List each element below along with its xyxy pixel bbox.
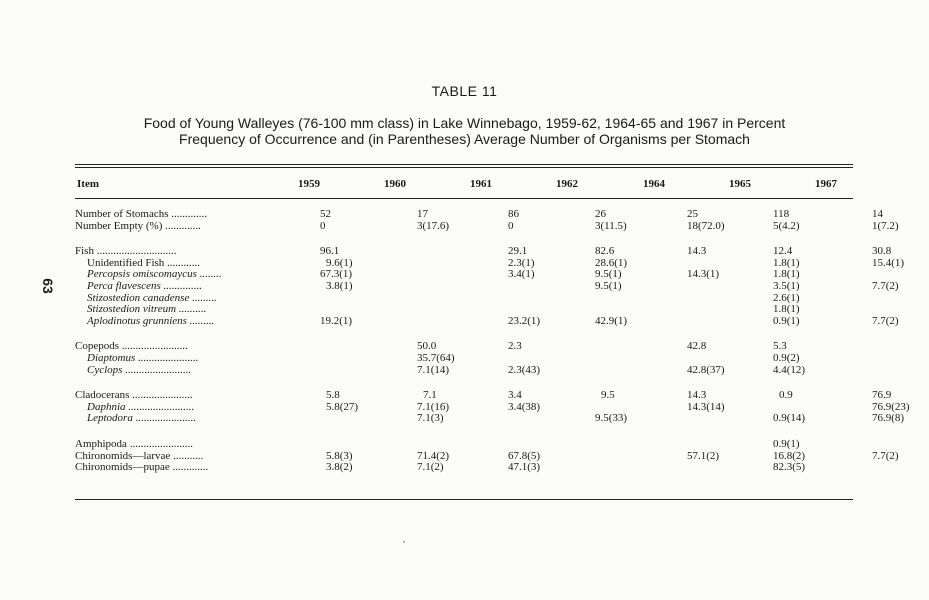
cell: [508, 293, 595, 305]
table-row: [75, 390, 912, 402]
row-label: Amphipoda .......................: [75, 437, 193, 450]
cell: 67.8(5): [508, 449, 541, 462]
cell: 42.8(37): [687, 363, 725, 376]
cell: [508, 353, 595, 365]
cell: 1.8(1): [773, 303, 800, 316]
cell: 1.8(1): [773, 268, 800, 281]
cell: [687, 281, 773, 293]
cell: 3.4(38): [508, 400, 541, 413]
cell: [595, 304, 687, 316]
cell: [417, 316, 508, 328]
cell: 3.5(1): [773, 279, 800, 292]
caption-line-2: Frequency of Occurrence and (in Parentheses) Average Number of Organisms per Stomach: [179, 131, 750, 147]
cell: 76.9: [872, 389, 892, 402]
table-row: [75, 304, 912, 316]
header-1959: 1959: [298, 178, 320, 190]
row-label: Cladocerans ......................: [75, 389, 193, 402]
cell: 9.5(33): [595, 412, 628, 425]
row-label: Number of Stomachs .............: [75, 208, 207, 220]
row-label: Copepods ........................: [75, 340, 188, 353]
cell: 3.4: [508, 389, 522, 402]
cell: [687, 413, 773, 425]
cell: [304, 304, 417, 316]
cell: 0.9(1): [773, 314, 800, 327]
cell: 35.7(64): [417, 351, 455, 364]
header-1960: 1960: [384, 178, 406, 190]
cell: [595, 365, 687, 377]
cell: [595, 353, 687, 365]
cell: 14.3(1): [687, 268, 720, 281]
row-label: Number Empty (%) .............: [75, 219, 201, 232]
row-label: Unidentified Fish ............: [87, 256, 201, 269]
cell: [872, 365, 912, 377]
cell: [687, 353, 773, 365]
cell: 0: [508, 219, 514, 232]
table-row: [75, 209, 912, 221]
cell: 5.8: [326, 389, 340, 402]
header-1965: 1965: [729, 178, 751, 190]
cell: 82.3(5): [773, 461, 806, 474]
cell: 50.0: [417, 340, 437, 353]
table-row: [75, 462, 912, 474]
cell: 7.7(2): [872, 279, 899, 292]
cell: 29.1: [508, 245, 528, 258]
row-label: Daphnia ........................: [87, 400, 195, 413]
cell: 2.3(1): [508, 256, 535, 269]
data-table: [75, 209, 912, 474]
cell: 52: [320, 208, 331, 220]
cell: [417, 246, 508, 258]
cell: 25: [687, 208, 698, 220]
cell: [872, 304, 912, 316]
cell: 2.3(43): [508, 363, 541, 376]
spacer-row: [75, 425, 912, 439]
cell: 76.9(23): [872, 400, 910, 413]
cell: 14: [872, 208, 883, 220]
cell: 42.8: [687, 340, 707, 353]
cell: 5(4.2): [773, 219, 800, 232]
cell: [872, 462, 912, 474]
paper-speck: [403, 541, 405, 543]
cell: 7.7(2): [872, 314, 899, 327]
cell: 3(11.5): [595, 219, 627, 232]
cell: 19.2(1): [320, 314, 353, 327]
cell: 96.1: [320, 245, 340, 258]
header-1967: 1967: [815, 178, 837, 190]
cell: 14.3: [687, 389, 707, 402]
cell: 7.1(3): [417, 412, 444, 425]
cell: 3.8(1): [326, 279, 353, 292]
cell: 14.3: [687, 245, 707, 258]
cell: 23.2(1): [508, 314, 541, 327]
row-label: Cyclops ........................: [87, 363, 192, 376]
cell: [508, 439, 595, 451]
cell: [508, 281, 595, 293]
table-row: [75, 281, 912, 293]
cell: 7.1: [423, 389, 437, 402]
cell: [595, 451, 687, 463]
cell: 2.3: [508, 340, 522, 353]
spacer-row: [75, 376, 912, 390]
cell: [595, 439, 687, 451]
row-label: Chironomids—larvae ...........: [75, 449, 204, 462]
top-rule-2: [75, 167, 853, 168]
cell: [595, 341, 687, 353]
cell: 15.4(1): [872, 256, 905, 269]
cell: 30.8: [872, 245, 892, 258]
cell: [508, 304, 595, 316]
cell: [304, 353, 417, 365]
cell: 5.3: [773, 340, 787, 353]
cell: 5.8(3): [326, 449, 353, 462]
table-row: [75, 413, 912, 425]
cell: 42.9(1): [595, 314, 628, 327]
cell: [872, 341, 912, 353]
header-1964: 1964: [643, 178, 665, 190]
cell: 28.6(1): [595, 256, 628, 269]
cell: [417, 258, 508, 270]
caption-line-1: Food of Young Walleyes (76-100 mm class) in Lake Winnebago, 1959-62, 1964-65 and 1967 in Percent: [143, 115, 786, 131]
cell: 4.4(12): [773, 363, 806, 376]
top-rule-1: [75, 164, 853, 165]
header-1961: 1961: [470, 178, 492, 190]
cell: 0.9: [779, 389, 793, 402]
cell: [417, 439, 508, 451]
cell: [417, 304, 508, 316]
cell: 9.5: [601, 389, 615, 402]
cell: 7.7(2): [872, 449, 899, 462]
cell: [304, 293, 417, 305]
cell: 3.8(2): [326, 461, 353, 474]
cell: 7.1(2): [417, 461, 444, 474]
table-row: [75, 316, 912, 328]
cell: [872, 353, 912, 365]
cell: 9.5(1): [595, 279, 622, 292]
cell: [417, 281, 508, 293]
cell: 57.1(2): [687, 449, 720, 462]
cell: 18(72.0): [687, 219, 725, 232]
cell: 67.3(1): [320, 268, 353, 281]
header-item: Item: [77, 178, 99, 190]
cell: 118: [773, 208, 790, 220]
cell: [417, 269, 508, 281]
table-caption: [0, 115, 929, 147]
cell: 0.9(2): [773, 351, 800, 364]
cell: 3.4(1): [508, 268, 535, 281]
cell: 1(7.2): [872, 219, 899, 232]
row-label: Fish .............................: [75, 245, 177, 258]
spacer-row: [75, 327, 912, 341]
cell: [304, 439, 417, 451]
cell: 1.8(1): [773, 256, 800, 269]
cell: 14.3(14): [687, 400, 725, 413]
row-label: Chironomids—pupae .............: [75, 461, 209, 474]
row-label: Percopsis omiscomaycus ........: [87, 268, 222, 281]
row-label: Stizostedion canadense .........: [87, 291, 217, 304]
cell: 82.6: [595, 245, 615, 258]
cell: 0: [320, 219, 326, 232]
cell: 76.9(8): [872, 412, 905, 425]
bottom-rule: [75, 499, 853, 500]
cell: [304, 365, 417, 377]
cell: [687, 316, 773, 328]
cell: 26: [595, 208, 606, 220]
cell: 12.4: [773, 245, 793, 258]
cell: 16.8(2): [773, 449, 806, 462]
row-label: Leptodora ......................: [87, 412, 197, 425]
cell: 5.8(27): [326, 400, 359, 413]
cell: [595, 462, 687, 474]
cell: 0.9(1): [773, 437, 800, 450]
cell: 7.1(14): [417, 363, 450, 376]
cell: [304, 341, 417, 353]
cell: 7.1(16): [417, 400, 450, 413]
header-rule: [75, 198, 853, 199]
cell: 2.6(1): [773, 291, 800, 304]
cell: 71.4(2): [417, 449, 450, 462]
cell: 9.5(1): [595, 268, 622, 281]
cell: 9.6(1): [326, 256, 353, 269]
cell: [304, 413, 417, 425]
cell: [687, 304, 773, 316]
table-title: TABLE 11: [431, 83, 498, 99]
cell: [687, 462, 773, 474]
cell: 17: [417, 208, 428, 220]
cell: 0.9(14): [773, 412, 806, 425]
spacer-row: [75, 232, 912, 246]
table-row: [75, 439, 912, 451]
cell: 86: [508, 208, 519, 220]
cell: [687, 293, 773, 305]
header-1962: 1962: [556, 178, 578, 190]
cell: [595, 293, 687, 305]
table-row: [75, 353, 912, 365]
cell: 3(17.6): [417, 219, 450, 232]
page-number: 63: [39, 278, 56, 294]
cell: 47.1(3): [508, 461, 541, 474]
row-label: Perca flavescens ..............: [87, 279, 203, 292]
row-label: Diaptomus ......................: [87, 351, 199, 364]
cell: [872, 439, 912, 451]
cell: [508, 413, 595, 425]
table-row: [75, 365, 912, 377]
cell: [872, 293, 912, 305]
cell: [417, 293, 508, 305]
table-row: [75, 221, 912, 233]
cell: [687, 439, 773, 451]
row-label: Stizostedion vitreum ..........: [87, 303, 207, 316]
row-label: Aplodinotus grunniens .........: [87, 314, 215, 327]
